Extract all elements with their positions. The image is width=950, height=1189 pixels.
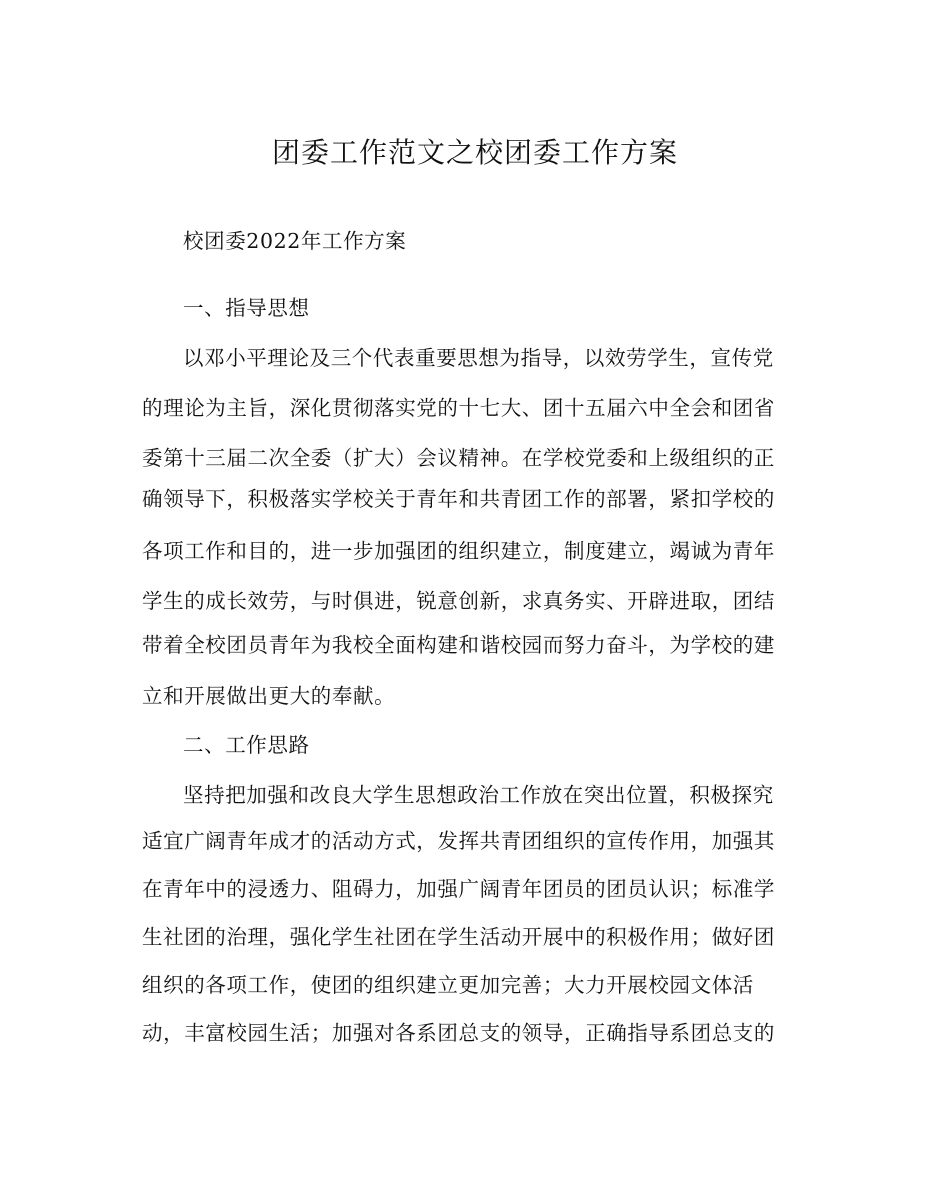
paragraph-line: 委第十三届二次全委（扩大）会议精神。在学校党委和上级组织的正	[142, 446, 775, 470]
paragraph-line: 动，丰富校园生活；加强对各系团总支的领导，正确指导系团总支的	[142, 1021, 775, 1045]
paragraph-line: 坚持把加强和改良大学生思想政治工作放在突出位置，积极探究	[183, 783, 774, 807]
paragraph-line: 确领导下，积极落实学校关于青年和共青团工作的部署，紧扣学校的	[142, 487, 775, 511]
paragraph-line: 带着全校团员青年为我校全面构建和谐校园而努力奋斗，为学校的建	[142, 633, 775, 657]
paragraph-line: 以邓小平理论及三个代表重要思想为指导，以效劳学生，宣传党	[183, 346, 774, 370]
paragraph-line: 学生的成长效劳，与时俱进，锐意创新，求真务实、开辟进取，团结	[142, 589, 775, 613]
section-heading-work-approach: 二、工作思路	[183, 733, 310, 757]
document-title: 团委工作范文之校团委工作方案	[271, 136, 678, 169]
section-heading-guiding-thought: 一、指导思想	[183, 296, 310, 320]
paragraph-line: 生社团的治理，强化学生社团在学生活动开展中的积极作用；做好团	[142, 925, 775, 949]
document-subtitle: 校团委2022年工作方案	[183, 229, 407, 253]
paragraph-line: 组织的各项工作，使团的组织建立更加完善；大力开展校园文体活	[142, 973, 754, 997]
paragraph-line: 立和开展做出更大的奉献。	[142, 684, 396, 708]
paragraph-line: 在青年中的浸透力、阻碍力，加强广阔青年团员的团员认识；标准学	[142, 877, 775, 901]
paragraph-line: 的理论为主旨，深化贯彻落实党的十七大、团十五届六中全会和团省	[142, 396, 775, 420]
paragraph-line: 适宜广阔青年成才的活动方式，发挥共青团组织的宣传作用，加强其	[142, 829, 775, 853]
paragraph-line: 各项工作和目的，进一步加强团的组织建立，制度建立，竭诚为青年	[142, 539, 775, 563]
